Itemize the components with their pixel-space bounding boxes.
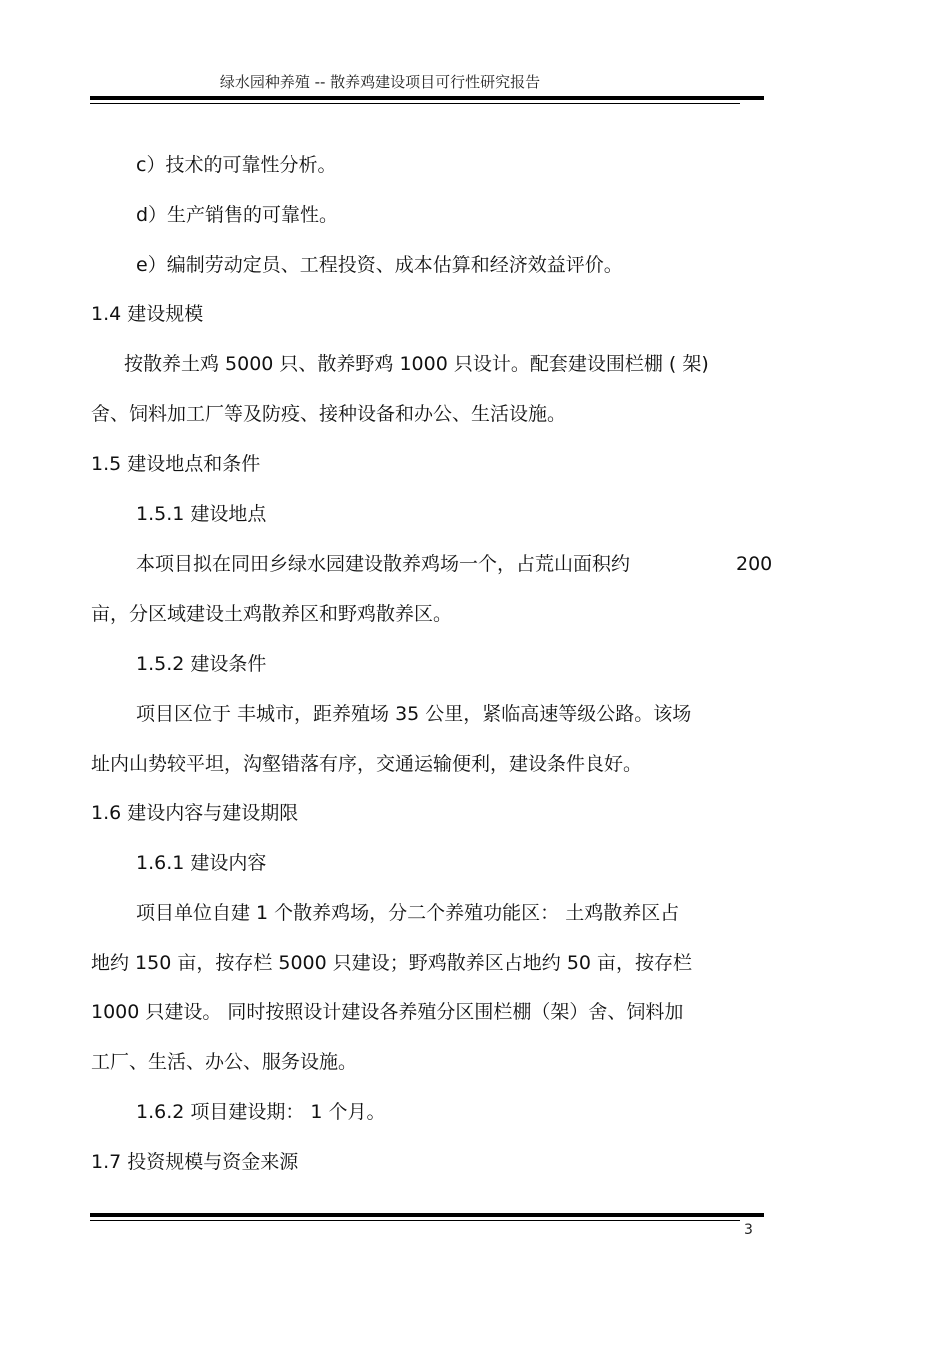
page-number: 3 [744,1222,753,1238]
paragraph-line: 亩，分区域建设土鸡散养区和野鸡散养区。 [91,603,453,625]
paragraph-line: 按散养土鸡 5000 只、散养野鸡 1000 只设计。配套建设围栏棚 ( 架) [124,353,709,375]
section-heading-1-5: 1.5 建设地点和条件 [91,453,261,475]
list-item-d: d）生产销售的可靠性。 [136,204,339,226]
section-heading-1-7: 1.7 投资规模与资金来源 [91,1151,299,1173]
footer-rule-thick [90,1213,764,1217]
header-rule-thin [90,103,740,104]
subsection-heading-1-6-1: 1.6.1 建设内容 [136,852,267,874]
header-rule-thick [90,96,764,100]
paragraph-line: 本项目拟在同田乡绿水园建设散养鸡场一个，占荒山面积约 [136,553,631,575]
paragraph-line: 地约 150 亩，按存栏 5000 只建设；野鸡散养区占地约 50 亩，按存栏 [91,952,693,974]
section-heading-1-6: 1.6 建设内容与建设期限 [91,802,299,824]
paragraph-number: 200 [736,553,773,575]
paragraph-line: 项目单位自建 1 个散养鸡场，分二个养殖功能区： 土鸡散养区占 [136,902,680,924]
footer-rule-thin [90,1220,740,1221]
paragraph-line: 址内山势较平坦，沟壑错落有序，交通运输便利，建设条件良好。 [91,753,643,775]
running-header: 绿水园种养殖 -- 散养鸡建设项目可行性研究报告 [219,73,541,91]
subsection-heading-1-5-1: 1.5.1 建设地点 [136,503,267,525]
paragraph-line: 舍、饲料加工厂等及防疫、接种设备和办公、生活设施。 [91,403,567,425]
subsection-heading-1-5-2: 1.5.2 建设条件 [136,653,267,675]
list-item-e: e）编制劳动定员、工程投资、成本估算和经济效益评价。 [136,254,623,276]
paragraph-line: 项目区位于 丰城市，距养殖场 35 公里，紧临高速等级公路。该场 [136,703,692,725]
list-item-c: c）技术的可靠性分析。 [136,154,337,176]
paragraph-line: 1000 只建设。 同时按照设计建设各养殖分区围栏棚（架）舍、饲料加 [91,1001,684,1023]
section-heading-1-4: 1.4 建设规模 [91,303,204,325]
paragraph-line: 工厂、生活、办公、服务设施。 [91,1051,358,1073]
subsection-heading-1-6-2: 1.6.2 项目建设期： 1 个月。 [136,1101,386,1123]
